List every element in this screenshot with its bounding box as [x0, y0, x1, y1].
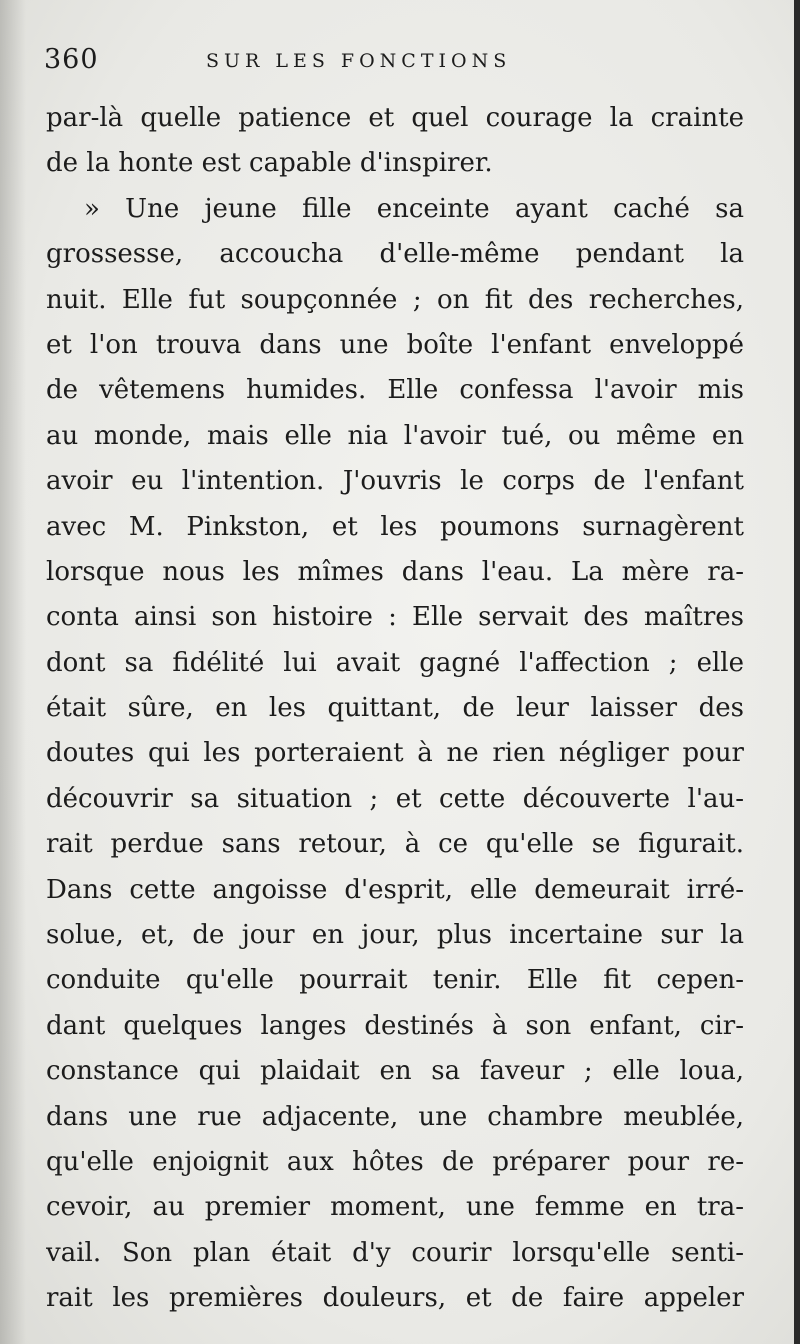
- text-line: » Une jeune fille enceinte ayant caché sa: [84, 193, 744, 224]
- text-line: grossesse, accoucha d'elle-même pendant la: [46, 239, 744, 270]
- text-line: avec M. Pinkston, et les poumons surnagèrent: [46, 511, 744, 542]
- text-line: Dans cette angoisse d'esprit, elle demeurait irré-: [46, 874, 744, 905]
- text-line: avoir eu l'intention. J'ouvris le corps de l'enfant: [46, 466, 744, 497]
- text-line: découvrir sa situation ; et cette découverte l'au-: [46, 783, 744, 814]
- running-title: SUR LES FONCTIONS: [206, 50, 512, 72]
- text-line: était sûre, en les quittant, de leur laisser des: [46, 693, 744, 724]
- page-number: 360: [44, 44, 99, 75]
- text-line: dont sa fidélité lui avait gagné l'affection ; elle: [46, 647, 744, 678]
- text-line: dans une rue adjacente, une chambre meublée,: [46, 1101, 744, 1132]
- text-line: doutes qui les porteraient à ne rien négliger pour: [46, 738, 744, 769]
- text-line: vail. Son plan était d'y courir lorsqu'elle senti-: [46, 1237, 744, 1268]
- text-line: de vêtemens humides. Elle confessa l'avoir mis: [46, 375, 744, 406]
- text-line: dant quelques langes destinés à son enfant, cir-: [46, 1010, 744, 1041]
- text-line: et l'on trouva dans une boîte l'enfant enveloppé: [46, 329, 744, 360]
- text-line: de la honte est capable d'inspirer.: [46, 148, 493, 179]
- text-line: nuit. Elle fut soupçonnée ; on fit des recherches,: [46, 284, 744, 315]
- text-line: constance qui plaidait en sa faveur ; elle loua,: [46, 1056, 744, 1087]
- text-line: conta ainsi son histoire : Elle servait des maîtres: [46, 602, 744, 633]
- page-header: [44, 44, 744, 84]
- text-line: au monde, mais elle nia l'avoir tué, ou même en: [46, 420, 744, 451]
- body-text: [46, 96, 744, 1322]
- text-line: lorsque nous les mîmes dans l'eau. La mère ra-: [46, 556, 744, 587]
- text-line: solue, et, de jour en jour, plus incertaine sur la: [46, 920, 744, 951]
- text-line: par-là quelle patience et quel courage la crainte: [46, 103, 744, 133]
- text-line: rait perdue sans retour, à ce qu'elle se figurait.: [46, 829, 744, 860]
- text-line: conduite qu'elle pourrait tenir. Elle fit cepen-: [46, 965, 744, 996]
- text-line: qu'elle enjoignit aux hôtes de préparer pour re-: [46, 1146, 744, 1177]
- text-line: rait les premières douleurs, et de faire appeler: [46, 1283, 744, 1314]
- text-line: cevoir, au premier moment, une femme en tra-: [46, 1192, 744, 1223]
